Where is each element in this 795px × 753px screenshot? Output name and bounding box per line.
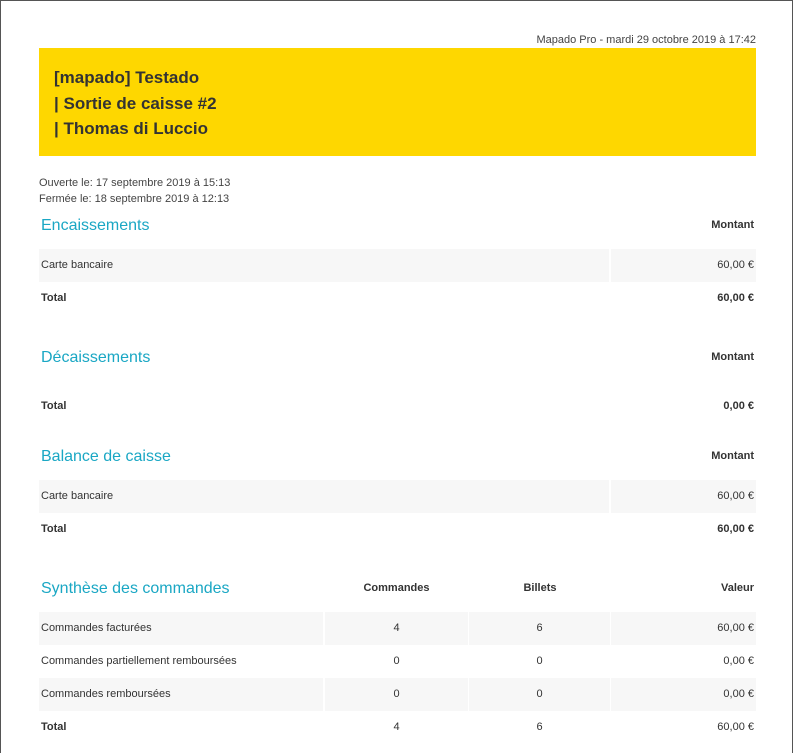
- total-amount: 60,00 €: [717, 292, 754, 304]
- session-dates: [39, 175, 230, 207]
- total-amount: 60,00 €: [717, 523, 754, 535]
- table-row: [39, 678, 756, 711]
- section-balance: [39, 448, 756, 546]
- row-billets: 0: [469, 678, 610, 711]
- section-synthese: [39, 580, 756, 744]
- column-header-montant: Montant: [711, 219, 754, 231]
- banner-title-line-3: | Thomas di Luccio: [54, 119, 208, 138]
- column-header-valeur: Valeur: [720, 582, 754, 594]
- banner-title-line-1: [mapado] Testado: [54, 68, 200, 87]
- total-row: [39, 390, 756, 423]
- header-banner: [39, 48, 756, 156]
- row-label: Carte bancaire: [39, 480, 609, 513]
- row-commandes: 0: [393, 655, 400, 667]
- total-amount: 0,00 €: [723, 400, 754, 412]
- closed-date: Fermée le: 18 septembre 2019 à 12:13: [39, 193, 230, 205]
- total-label: Total: [41, 400, 67, 412]
- table-row: [39, 645, 756, 678]
- row-billets: 0: [536, 655, 543, 667]
- section-title: Balance de caisse: [41, 448, 171, 465]
- column-header-billets: Billets: [523, 582, 557, 594]
- total-label: Total: [41, 721, 67, 733]
- table-row: [39, 249, 756, 282]
- total-row: [39, 282, 756, 315]
- row-amount: 60,00 €: [611, 249, 756, 282]
- row-label: Carte bancaire: [39, 249, 609, 282]
- total-billets: 6: [536, 721, 543, 733]
- column-header-montant: Montant: [711, 351, 754, 363]
- column-header-montant: Montant: [711, 450, 754, 462]
- opened-date: Ouverte le: 17 septembre 2019 à 15:13: [39, 177, 231, 189]
- total-row: [39, 711, 756, 744]
- table-row: [39, 612, 756, 645]
- section-title: Synthèse des commandes: [41, 580, 230, 597]
- banner-title-line-2: | Sortie de caisse #2: [54, 93, 217, 113]
- section-title: Encaissements: [41, 217, 150, 234]
- row-billets: 6: [469, 612, 610, 645]
- row-valeur: 60,00 €: [611, 612, 756, 645]
- row-commandes: 4: [325, 612, 468, 645]
- section-title: Décaissements: [41, 349, 151, 366]
- total-valeur: 60,00 €: [717, 721, 754, 733]
- section-decaissements: [39, 349, 756, 423]
- total-label: Total: [41, 523, 67, 535]
- row-label: Commandes facturées: [39, 612, 323, 645]
- column-header-commandes: Commandes: [363, 582, 430, 594]
- section-encaissements: [39, 217, 756, 315]
- row-label: Commandes remboursées: [39, 678, 323, 711]
- row-valeur: 0,00 €: [611, 678, 756, 711]
- table-row: [39, 480, 756, 513]
- row-valeur: 0,00 €: [723, 655, 754, 667]
- row-commandes: 0: [325, 678, 468, 711]
- row-amount: 60,00 €: [611, 480, 756, 513]
- row-label: Commandes partiellement remboursées: [41, 655, 237, 667]
- total-commandes: 4: [393, 721, 400, 733]
- print-meta: Mapado Pro - mardi 29 octobre 2019 à 17:42: [536, 34, 756, 46]
- total-row: [39, 513, 756, 546]
- total-label: Total: [41, 292, 67, 304]
